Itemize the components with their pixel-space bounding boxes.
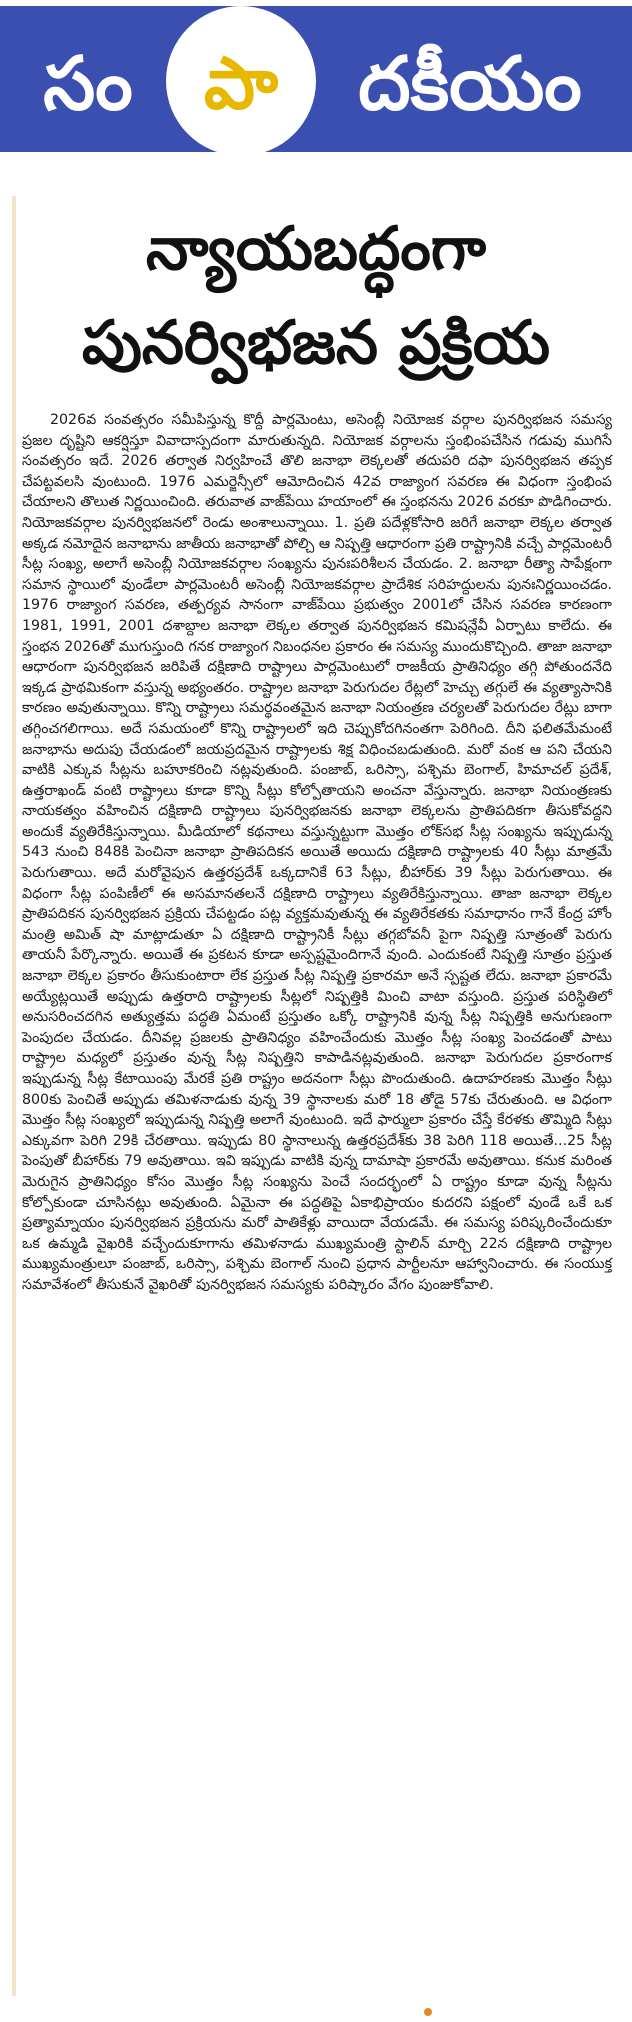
left-margin-rule bbox=[12, 196, 16, 1996]
article-headline bbox=[20, 202, 612, 390]
masthead bbox=[0, 0, 632, 172]
headline-line-1: న్యాయబద్ధంగా bbox=[145, 214, 487, 284]
end-mark bbox=[424, 2008, 432, 2016]
article-body-paragraph: 2026వ సంవత్సరం సమీపిస్తున్న కొద్దీ పార్లమెంటు, అసెంబ్లీ నియోజక వర్గాల పునర్విభజన సమస్య ప్రజల దృష్టిని ఆకర్షిస్తూ వివాదాస్పదంగా మారుతున్నది. నియోజక వర్గాలను స్తంభింపచేసిన గడువు ముగిసే సంవత్సరం ఇదే. 2026 తర్వాత నిర్వహించే తొలి జనాభా లెక్కలతో తదుపరి దఫా పునర్విభజన తప్పక చేపట్టవలసి వుంటుంది. 1976 ఎమర్జెన్సీలో ఆమోదించిన 42వ రాజ్యాంగ సవరణ ఈ విధంగా స్తంభింప చేయాలని తొలుత నిర్ణయించింది. తరువాత వాజ్‌పేయి హయాంలో ఈ స్తంభనను 2026 వరకూ పొడిగించారు. నియోజకవర్గాల పునర్విభజనలో రెండు అంశాలున్నాయి. 1. ప్రతి పదేళ్లకోసారి జరిగే జనాభా లెక్కల తర్వాత అక్కడ నమోదైన జనాభాను జాతీయ జనాభాతో పోల్చి ఆ నిష్పత్తి ఆధారంగా ప్రతి రాష్ట్రానికి వచ్చే పార్లమెంటరీ సీట్ల సంఖ్య, అలాగే అసెంబ్లీ నియోజకవర్గాల సంఖ్యను పునఃపరిశీలన చేయడం. 2. జనాభా రీత్యా సాపేక్షంగా సమాన స్థాయిలో వుండేలా పార్లమెంటరీ అసెంబ్లీ నియోజకవర్గాల ప్రాదేశిక సరిహద్దులను పునఃనిర్ణయించడం. 1976 రాజ్యాంగ సవరణ, తత్పర్యవ సానంగా వాజ్‌పేయి ప్రభుత్వం 2001లో చేసిన సవరణ కారణంగా 1981, 1991, 2001 దశాబ్దాల జనాభా లెక్కల తర్వాత పునర్విభజన కమిషన్లేవీ ఏర్పాటు కాలేదు. ఈ స్తంభన 2026తో ముగుస్తుంది గనక రాజ్యాంగ నిబంధనల ప్రకారం ఈ సమస్య ముందుకొచ్చింది. తాజా జనాభా ఆధారంగా పునర్విభజన జరిపితే దక్షిణాది రాష్ట్రాలు పార్లమెంటులో రాజకీయ ప్రాతినిధ్యం తగ్గి పోతుందనేది ఇక్కడ ప్రాథమికంగా వస్తున్న అభ్యంతరం. రాష్ట్రాల జనాభా పెరుగుదల రేట్లలో హెచ్చు తగ్గులే ఈ వ్యత్యాసానికి కారణం అవుతున్నాయి. కొన్ని రాష్ట్రాలు సమర్థవంతమైన జనాభా నియంత్రణ చర్యలతో పెరుగుదల రేట్లు బాగా తగ్గించగలిగాయి. అదే సమయంలో కొన్ని రాష్ట్రాలలో ఇది చెప్పుకోదగినంతగా పెరిగింది. దీని ఫలితమేమంటే జనాభాను అదుపు చేయడంలో జయప్రదమైన రాష్ట్రాలకు శిక్ష విధించబడుతుంది. మరో వంక ఆ పని చేయని వాటికి ఎక్కువ సీట్లను బహూకరించి నట్లవుతుంది. పంజాబ్, ఒరిస్సా, పశ్చిమ బెంగాల్, హిమాచల్ ప్రదేశ్, ఉత్తరాఖండ్ వంటి రాష్ట్రాలు కూడా కొన్ని సీట్లు కోల్పోతాయని అంచనా వేస్తున్నారు. జనాభా నియంత్రణకు నాయకత్వం వహించిన దక్షిణాది రాష్ట్రాలు పునర్విభజనకు జనాభా లెక్కలను ప్రాతిపదికగా తీసుకోవద్దని అందుకే వ్యతిరేకిస్తున్నాయి. మీడియాలో కథనాలు వస్తున్నట్టుగా మొత్తం లోక్‌సభ సీట్ల సంఖ్యను ఇప్పుడున్న 543 నుంచి 848కి పెంచినా జనాభా ప్రాతిపదికన అయితే అయిదు దక్షిణాది రాష్ట్రాలకు 40 సీట్లు మాత్రమే పెరుగుతాయి. అదే మరోవైపున ఉత్తరప్రదేశ్ ఒక్కదానికే 63 సీట్లు, బీహార్‌కు 39 సీట్లు పెరుగుతాయి. ఈ విధంగా సీట్ల పంపిణీలో ఈ అసమానతలనే దక్షిణాది రాష్ట్రాలు వ్యతిరేకిస్తున్నాయి. తాజా జనాభా లెక్కల ప్రాతిపదికన పునర్విభజన ప్రక్రియ చేపట్టడం పట్ల వ్యక్తమవుతున్న ఈ వ్యతిరేకతకు సమాధానం గానే కేంద్ర హోం మంత్రి అమిత్ షా మాట్లాడుతూ ఏ దక్షిణాది రాష్ట్రానికీ సీట్లు తగ్గబోవనీ పైగా నిష్పత్తి సూత్రంతో పెరుగు తాయనీ పేర్కొన్నారు. అయితే ఈ ప్రకటన కూడా అస్పష్టమైందిగానే వుంది. ఎందుకంటే నిష్పత్తి సూత్రం ప్రస్తుత జనాభా లెక్కల ప్రకారం తీసుకుంటారా లేక ప్రస్తుత సీట్ల నిష్పత్తి ప్రకారమా అనే స్పష్టత లేదు. జనాభా ప్రకారమే అయ్యేట్లయితే అప్పుడు ఉత్తరాది రాష్ట్రాలకు సీట్లలో నిష్పత్తికి మించి వాటా వస్తుంది. ప్రస్తుత పరిస్థితిలో అనుసరించదగిన అత్యుత్తమ పద్ధతి ఏమంటే ప్రస్తుతం ఒక్కో రాష్ట్రానికి వున్న సీట్ల నిష్పత్తికి అనుగుణంగా పెంపుదల చేయడం. దీనివల్ల ప్రజలకు ప్రాతినిధ్యం వహించేందుకు మొత్తం సీట్ల సంఖ్య పెంచడంతో పాటు రాష్ట్రాల మధ్యలో ప్రస్తుతం వున్న సీట్ల నిష్పత్తిని కాపాడినట్లవుతుంది. జనాభా పెరుగుదల ప్రకారంగాక ఇప్పుడున్న సీట్ల కేటాయింపు మేరకే ప్రతి రాష్ట్రం అదనంగా సీట్లు పొందుతుంది. ఉదాహరణకు మొత్తం సీట్లు 800కు పెంచితే అప్పుడు తమిళనాడుకు వున్న 39 స్థానాలకు మరో 18 తోడై 57కు చేరుతుంది. ఆ విధంగా మొత్తం సీట్ల సంఖ్యలో ఇప్పుడున్న నిష్పత్తి అలాగే వుంటుంది. ఇదే ఫార్ములా ప్రకారం చేస్తే కేరళకు తొమ్మిది సీట్లు ఎక్కువగా పెరిగి 29కి చేరతాయి. ఇప్పుడు 80 స్థానాలున్న ఉత్తరప్రదేశ్‌కు 38 పెరిగి 118 అయితే...25 సీట్ల పెంపుతో బీహార్‌కు 79 అవుతాయి. ఇవి ఇప్పుడు వాటికి వున్న దామాషా ప్రకారమే అవుతాయి. కనుక మరింత మెరుగైన ప్రాతినిధ్యం కోసం మొత్తం సీట్ల సంఖ్యను పెంచే సందర్భంలో ఏ రాష్ట్రం కూడా వున్న సీట్లను కోల్పోకుండా చూసినట్లు అవుతుంది. ఏమైనా ఈ పద్ధతిపై ఏకాభిప్రాయం కుదరని పక్షంలో వుండే ఒకే ఒక ప్రత్యామ్నాయం పునర్విభజన ప్రక్రియను మరో పాతికేళ్లు వాయిదా వేయడమే. ఈ సమస్య పరిష్కరించేందుకూ ఒక ఉమ్మడి వైఖరికి వచ్చేందుకూగాను తమిళనాడు ముఖ్యమంత్రి స్టాలిన్ మార్చి 22న దక్షిణాది రాష్ట్రాల ముఖ్యమంత్రులూ పంజాబ్, ఒరిస్సా, పశ్చిమ బెంగాల్ నుంచి ప్రధాన పార్టీలనూ ఆహ్వానించారు. ఈ సంయుక్త సమావేశంలో తీసుకునే వైఖరితో పునర్విభజన సమస్యకు పరిష్కారం వేగం పుంజుకోవాలి. bbox=[22, 412, 612, 1293]
masthead-title-part-3: దకీయం bbox=[358, 41, 582, 127]
masthead-circle-logo bbox=[166, 6, 316, 156]
masthead-title-part-2: పా bbox=[203, 41, 279, 125]
headline-line-2: పునర్విభజన ప్రక్రియ bbox=[81, 308, 551, 378]
masthead-top-strip bbox=[0, 0, 632, 6]
masthead-title-part-1: సం bbox=[43, 41, 133, 127]
article-page bbox=[0, 172, 632, 2022]
masthead-bottom-strip bbox=[0, 152, 632, 172]
article-body bbox=[22, 410, 612, 1296]
